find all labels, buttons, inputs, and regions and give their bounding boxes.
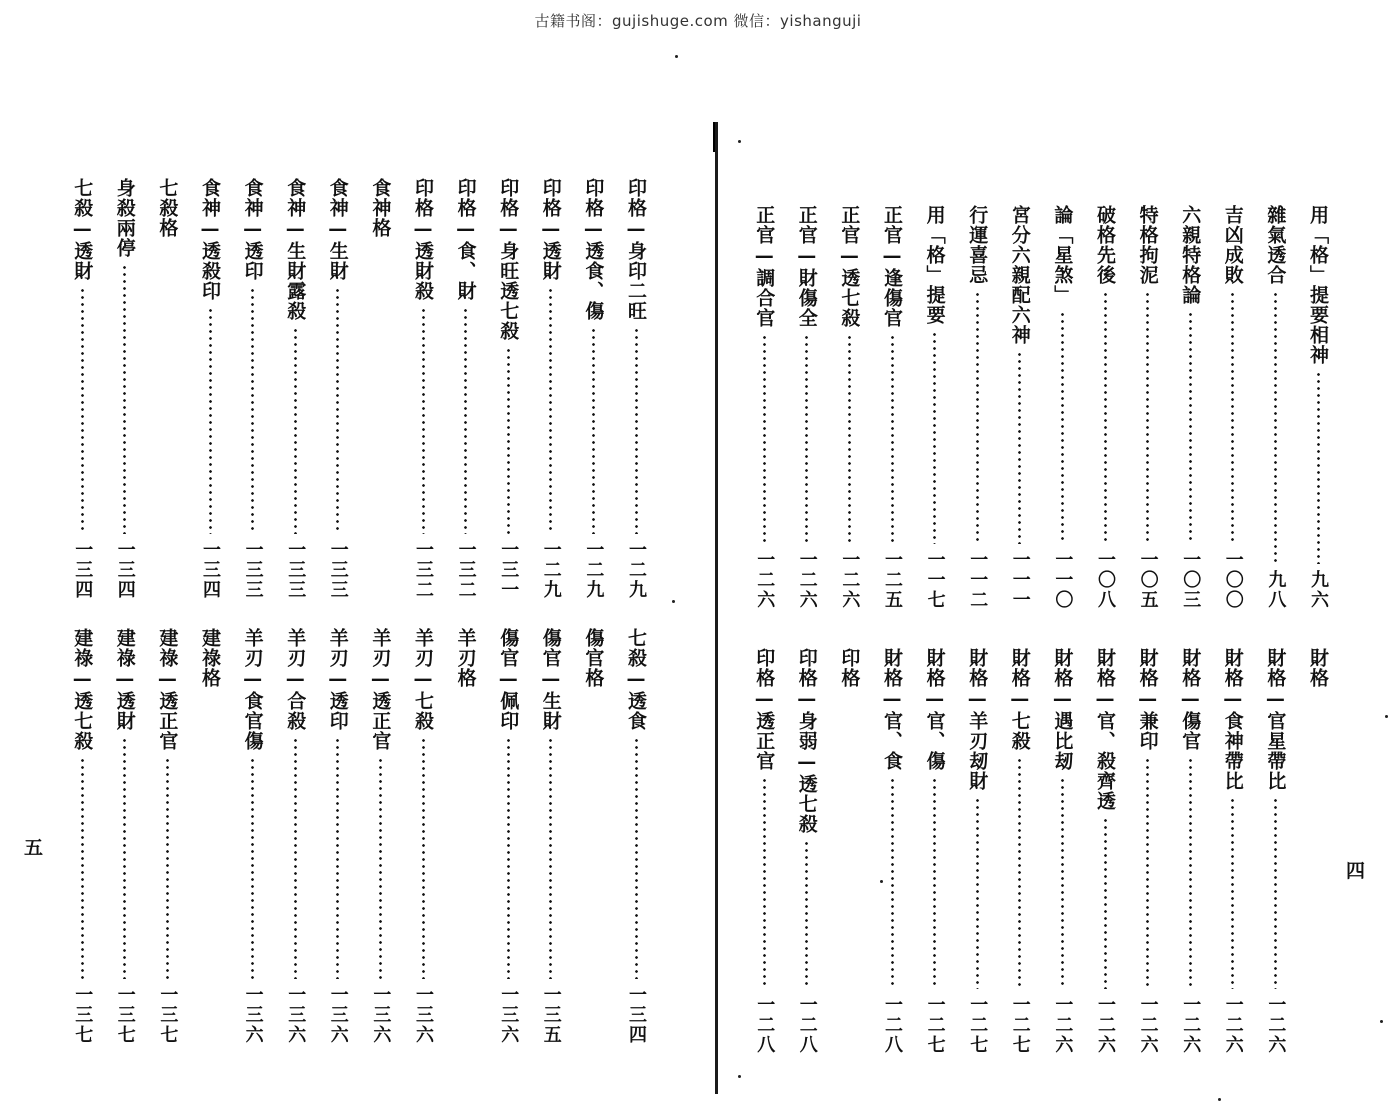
entry-title: 建祿—透財 bbox=[113, 628, 136, 731]
entry-page-number: 一三七 bbox=[72, 985, 94, 1045]
toc-entry[interactable] bbox=[922, 205, 948, 610]
entry-title: 宮分六親配六神 bbox=[1008, 205, 1031, 345]
dot-leader bbox=[1018, 351, 1021, 544]
dot-leader bbox=[976, 291, 979, 544]
entry-title: 行運喜忌 bbox=[966, 205, 989, 285]
entry-page-number: 一二六 bbox=[1180, 995, 1202, 1055]
toc-entry[interactable] bbox=[879, 205, 905, 610]
entry-title: 食神—透印 bbox=[241, 178, 264, 281]
toc-section-heading bbox=[367, 178, 393, 600]
dot-leader bbox=[1317, 371, 1320, 564]
entry-title: 印格—身印二旺 bbox=[625, 178, 647, 321]
entry-page-number: 一二八 bbox=[882, 995, 903, 1055]
dot-leader bbox=[507, 737, 510, 979]
dot-leader bbox=[422, 737, 425, 979]
dot-leader bbox=[251, 757, 254, 979]
toc-entry[interactable] bbox=[154, 628, 180, 1045]
toc-entry[interactable] bbox=[1305, 205, 1331, 610]
entry-title: 羊刃—七殺 bbox=[412, 628, 434, 731]
dot-leader bbox=[933, 777, 936, 989]
entry-page-number: 一三三 bbox=[285, 540, 307, 600]
dot-leader bbox=[933, 331, 936, 544]
entry-title: 雜氣透合 bbox=[1264, 205, 1287, 285]
entry-title: 財格—傷官 bbox=[1179, 648, 1202, 751]
toc-entry[interactable] bbox=[1092, 648, 1118, 1055]
spine-mark bbox=[713, 122, 715, 152]
entry-title: 特格拘泥 bbox=[1136, 205, 1159, 285]
entry-page-number: 一三七 bbox=[114, 985, 136, 1045]
toc-entry[interactable] bbox=[623, 178, 649, 600]
dot-leader bbox=[1146, 291, 1149, 544]
dot-leader bbox=[379, 757, 382, 979]
entry-page-number: 一二七 bbox=[924, 995, 946, 1055]
toc-entry[interactable] bbox=[367, 628, 393, 1045]
dot-leader bbox=[891, 334, 894, 544]
dot-leader bbox=[805, 840, 808, 989]
entry-title: 用「格」提要相神 bbox=[1307, 205, 1329, 365]
dot-leader bbox=[891, 777, 894, 989]
entry-page-number: 一〇八 bbox=[1095, 550, 1116, 610]
entry-page-number: 一三四 bbox=[626, 985, 647, 1045]
entry-page-number: 一三三 bbox=[327, 540, 349, 600]
dot-leader bbox=[422, 307, 425, 534]
toc-entry[interactable] bbox=[538, 628, 564, 1045]
toc-entry[interactable] bbox=[325, 178, 351, 600]
dot-leader bbox=[1061, 777, 1064, 989]
entry-page-number: 一二六 bbox=[1222, 995, 1244, 1055]
dot-leader bbox=[251, 287, 254, 534]
entry-title: 論「星煞」 bbox=[1051, 205, 1074, 305]
entry-title: 財格—食神帶比 bbox=[1221, 648, 1244, 791]
entry-title: 建祿—透七殺 bbox=[71, 628, 94, 751]
dot-leader bbox=[1189, 311, 1192, 544]
section-heading-text: 財格 bbox=[1307, 648, 1329, 688]
scan-speck bbox=[675, 55, 678, 58]
dot-leader bbox=[1104, 291, 1107, 544]
entry-page-number: 一二七 bbox=[967, 995, 989, 1055]
dot-leader bbox=[549, 287, 552, 534]
entry-title: 財格—兼印 bbox=[1136, 648, 1159, 751]
entry-title: 正官—財傷全 bbox=[795, 205, 818, 328]
entry-page-number: 一三六 bbox=[327, 985, 349, 1045]
toc-entry[interactable] bbox=[879, 648, 905, 1055]
entry-page-number: 一三四 bbox=[114, 540, 136, 600]
toc-entry[interactable] bbox=[410, 628, 436, 1045]
entry-title: 正官—逢傷官 bbox=[881, 205, 903, 328]
entry-page-number: 一三四 bbox=[72, 540, 94, 600]
scan-speck bbox=[880, 880, 883, 883]
dot-leader bbox=[507, 347, 510, 534]
dot-leader bbox=[848, 334, 851, 544]
scan-speck bbox=[738, 1075, 741, 1078]
entry-title: 七殺—透食 bbox=[625, 628, 647, 731]
entry-title: 印格—食、財 bbox=[454, 178, 477, 301]
entry-page-number: 一二九 bbox=[540, 540, 562, 600]
toc-entry[interactable] bbox=[1262, 648, 1288, 1055]
entry-page-number: 一二六 bbox=[1095, 995, 1116, 1055]
toc-entry[interactable] bbox=[1049, 205, 1075, 610]
toc-section-heading bbox=[1305, 648, 1331, 1055]
dot-leader bbox=[635, 327, 638, 534]
entry-page-number: 一二六 bbox=[1137, 995, 1159, 1055]
dot-leader bbox=[81, 757, 84, 979]
toc-section-heading bbox=[580, 628, 606, 1045]
toc-entry[interactable] bbox=[1177, 205, 1203, 610]
entry-title: 印格—透正官 bbox=[753, 648, 776, 771]
book-spine bbox=[715, 122, 718, 1094]
entry-title: 食神—透殺印 bbox=[199, 178, 221, 301]
dot-leader bbox=[464, 307, 467, 534]
toc-section-heading bbox=[836, 648, 862, 1055]
dot-leader bbox=[336, 737, 339, 979]
entry-page-number: 一二八 bbox=[754, 995, 776, 1055]
entry-page-number: 一一七 bbox=[924, 550, 946, 610]
entry-title: 財格—羊刃刼財 bbox=[966, 648, 989, 791]
toc-entry[interactable] bbox=[240, 628, 266, 1045]
dot-leader bbox=[1231, 797, 1234, 989]
entry-title: 印格—透食、傷 bbox=[582, 178, 605, 321]
entry-page-number: 一三六 bbox=[370, 985, 392, 1045]
entry-page-number: 一三六 bbox=[413, 985, 434, 1045]
toc-entry[interactable] bbox=[410, 178, 436, 600]
toc-entry[interactable] bbox=[69, 178, 95, 600]
entry-page-number: 一三三 bbox=[242, 540, 264, 600]
dot-leader bbox=[209, 307, 212, 534]
entry-page-number: 一二七 bbox=[1009, 995, 1031, 1055]
entry-page-number: 一二六 bbox=[796, 550, 818, 610]
toc-entry[interactable] bbox=[282, 628, 308, 1045]
entry-title: 羊刃—合殺 bbox=[284, 628, 307, 731]
entry-title: 用「格」提要 bbox=[923, 205, 946, 325]
dot-leader bbox=[123, 264, 126, 534]
scan-speck bbox=[1218, 1098, 1221, 1101]
entry-title: 七殺—透財 bbox=[71, 178, 94, 281]
toc-entry[interactable] bbox=[69, 628, 95, 1045]
entry-title: 正官—調合官 bbox=[753, 205, 776, 328]
entry-page-number: 一二五 bbox=[882, 550, 903, 610]
toc-entry[interactable] bbox=[836, 205, 862, 610]
entry-page-number: 一三二 bbox=[455, 540, 477, 600]
entry-title: 財格—七殺 bbox=[1008, 648, 1031, 751]
dot-leader bbox=[1231, 291, 1234, 544]
entry-title: 羊刃—透正官 bbox=[369, 628, 392, 751]
dot-leader bbox=[635, 737, 638, 979]
entry-title: 食神—生財 bbox=[326, 178, 349, 281]
section-heading-text: 七殺格 bbox=[156, 178, 179, 238]
dot-leader bbox=[1018, 757, 1021, 989]
toc-entry[interactable] bbox=[112, 628, 138, 1045]
watermark-text: 古籍书阁：gujishuge.com 微信：yishanguji bbox=[534, 12, 862, 30]
dot-leader bbox=[1146, 757, 1149, 989]
entry-page-number: 九六 bbox=[1308, 570, 1329, 610]
entry-title: 印格—身旺透七殺 bbox=[497, 178, 520, 341]
entry-title: 財格—官星帶比 bbox=[1264, 648, 1287, 791]
entry-page-number: 一二六 bbox=[839, 550, 861, 610]
entry-page-number: 一三五 bbox=[540, 985, 562, 1045]
entry-page-number: 一二六 bbox=[754, 550, 776, 610]
entry-page-number: 一二九 bbox=[583, 540, 605, 600]
entry-page-number: 九八 bbox=[1265, 570, 1287, 610]
entry-title: 建祿—透正官 bbox=[156, 628, 179, 751]
section-heading-text: 印格 bbox=[838, 648, 861, 688]
scan-speck bbox=[738, 140, 741, 143]
page-number-right: 四 bbox=[1346, 860, 1366, 882]
entry-page-number: 一一二 bbox=[967, 550, 989, 610]
dot-leader bbox=[336, 287, 339, 534]
toc-entry[interactable] bbox=[580, 178, 606, 600]
toc-entry[interactable] bbox=[922, 648, 948, 1055]
dot-leader bbox=[1104, 817, 1107, 989]
entry-page-number: 一三四 bbox=[200, 540, 221, 600]
toc-entry[interactable] bbox=[1092, 205, 1118, 610]
dot-leader bbox=[549, 737, 552, 979]
entry-title: 財格—官、殺齊透 bbox=[1094, 648, 1116, 811]
toc-entry[interactable] bbox=[1007, 205, 1033, 610]
entry-page-number: 一三六 bbox=[498, 985, 520, 1045]
dot-leader bbox=[166, 757, 169, 979]
entry-title: 傷官—佩印 bbox=[497, 628, 520, 731]
dot-leader bbox=[763, 777, 766, 989]
toc-section-heading bbox=[154, 178, 180, 600]
toc-entry[interactable] bbox=[197, 178, 223, 600]
toc-entry[interactable] bbox=[751, 648, 777, 1055]
toc-entry[interactable] bbox=[1177, 648, 1203, 1055]
entry-page-number: 一三七 bbox=[157, 985, 179, 1045]
dot-leader bbox=[1061, 311, 1064, 544]
page-number-left: 五 bbox=[24, 837, 44, 859]
toc-entry[interactable] bbox=[1135, 205, 1161, 610]
toc-entry[interactable] bbox=[1007, 648, 1033, 1055]
entry-title: 正官—透七殺 bbox=[838, 205, 861, 328]
toc-entry[interactable] bbox=[240, 178, 266, 600]
toc-entry[interactable] bbox=[1135, 648, 1161, 1055]
toc-entry[interactable] bbox=[964, 205, 990, 610]
entry-title: 吉凶成敗 bbox=[1221, 205, 1244, 285]
entry-page-number: 一三六 bbox=[285, 985, 307, 1045]
entry-title: 羊刃—透印 bbox=[326, 628, 349, 731]
entry-page-number: 一二八 bbox=[796, 995, 818, 1055]
entry-title: 財格—官、食 bbox=[881, 648, 903, 771]
dot-leader bbox=[805, 334, 808, 544]
entry-title: 羊刃—食官傷 bbox=[241, 628, 264, 751]
entry-title: 印格—透財殺 bbox=[412, 178, 434, 301]
toc-entry[interactable] bbox=[453, 178, 479, 600]
toc-section-heading bbox=[197, 628, 223, 1045]
section-heading-text: 傷官格 bbox=[582, 628, 605, 688]
entry-title: 破格先後 bbox=[1094, 205, 1116, 285]
toc-entry[interactable] bbox=[112, 178, 138, 600]
entry-title: 財格—官、傷 bbox=[923, 648, 946, 771]
toc-entry[interactable] bbox=[794, 648, 820, 1055]
toc-section-heading bbox=[453, 628, 479, 1045]
toc-entry[interactable] bbox=[1220, 205, 1246, 610]
entry-page-number: 一三六 bbox=[242, 985, 264, 1045]
entry-title: 印格—身弱—透七殺 bbox=[795, 648, 818, 834]
toc-entry[interactable] bbox=[495, 628, 521, 1045]
toc-entry[interactable] bbox=[964, 648, 990, 1055]
toc-entry[interactable] bbox=[325, 628, 351, 1045]
toc-entry[interactable] bbox=[538, 178, 564, 600]
entry-page-number: 一三一 bbox=[498, 540, 520, 600]
toc-entry[interactable] bbox=[495, 178, 521, 600]
entry-title: 食神—生財露殺 bbox=[284, 178, 307, 321]
scan-speck bbox=[1385, 715, 1388, 718]
dot-leader bbox=[81, 287, 84, 534]
entry-page-number: 一〇三 bbox=[1180, 550, 1202, 610]
entry-page-number: 一〇〇 bbox=[1222, 550, 1244, 610]
dot-leader bbox=[976, 797, 979, 989]
toc-entry[interactable] bbox=[1262, 205, 1288, 610]
dot-leader bbox=[763, 334, 766, 544]
section-heading-text: 羊刃格 bbox=[454, 628, 477, 688]
dot-leader bbox=[1274, 797, 1277, 989]
entry-title: 身殺兩停 bbox=[113, 178, 136, 258]
entry-page-number: 一二九 bbox=[626, 540, 647, 600]
toc-entry[interactable] bbox=[1220, 648, 1246, 1055]
entry-page-number: 一二六 bbox=[1265, 995, 1287, 1055]
section-heading-text: 建祿格 bbox=[199, 628, 221, 688]
scan-speck bbox=[672, 600, 675, 603]
toc-entry[interactable] bbox=[282, 178, 308, 600]
entry-page-number: 一〇五 bbox=[1137, 550, 1159, 610]
dot-leader bbox=[1189, 757, 1192, 989]
entry-page-number: 一三二 bbox=[413, 540, 434, 600]
entry-title: 傷官—生財 bbox=[539, 628, 562, 731]
entry-page-number: 一二六 bbox=[1052, 995, 1074, 1055]
entry-title: 六親特格論 bbox=[1179, 205, 1202, 305]
section-heading-text: 食神格 bbox=[369, 178, 392, 238]
dot-leader bbox=[1274, 291, 1277, 564]
dot-leader bbox=[592, 327, 595, 534]
scan-speck bbox=[1380, 1020, 1383, 1023]
toc-entry[interactable] bbox=[1049, 648, 1075, 1055]
entry-page-number: 一一一 bbox=[1009, 550, 1031, 610]
entry-title: 財格—遇比刼 bbox=[1051, 648, 1074, 771]
toc-entry[interactable] bbox=[623, 628, 649, 1045]
toc-entry[interactable] bbox=[794, 205, 820, 610]
dot-leader bbox=[294, 737, 297, 979]
dot-leader bbox=[123, 737, 126, 979]
dot-leader bbox=[294, 327, 297, 534]
toc-entry[interactable] bbox=[751, 205, 777, 610]
entry-page-number: 一一〇 bbox=[1052, 550, 1074, 610]
entry-title: 印格—透財 bbox=[539, 178, 562, 281]
